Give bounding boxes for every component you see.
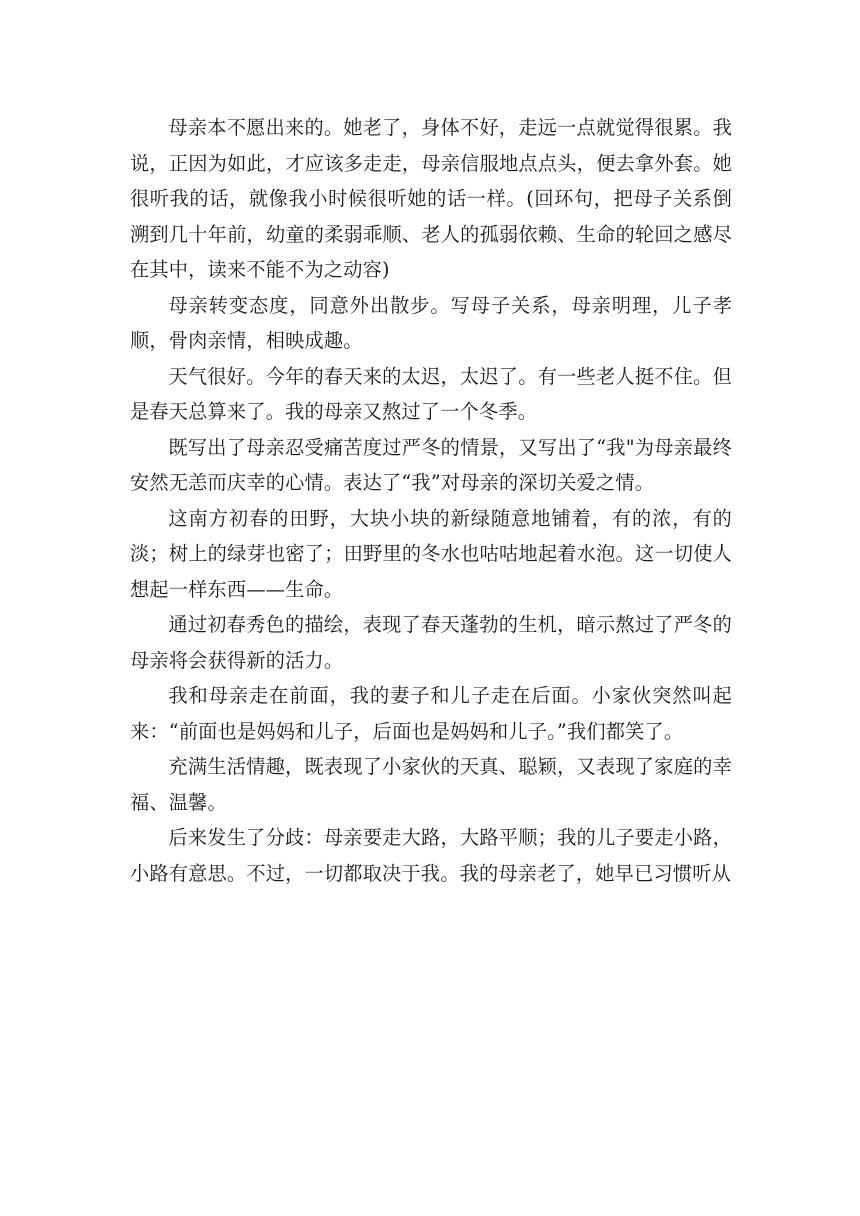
paragraph-mother-reluctant: 母亲本不愿出来的。她老了，身体不好，走远一点就觉得很累。我说，正因为如此，才应该多走走，母亲信服地点点头，便去拿外套。她很听我的话，就像我小时候很听她的话一样。(回环句，把母子关系倒溯到几十年前，幼童的柔弱乖顺、老人的孤弱依赖、生命的轮回之感尽在其中，读来不能不为之动容) [130,116,732,281]
paragraph-comment-spring: 通过初春秀色的描绘，表现了春天蓬勃的生机，暗示熬过了严冬的母亲将会获得新的活力。 [130,613,732,672]
paragraph-spring-fields: 这南方初春的田野，大块小块的新绿随意地铺着，有的浓，有的淡；树上的绿芽也密了；田野里的冬水也咕咕地起着水泡。这一切使人想起一样东西——生命。 [130,506,732,601]
paragraph-walking-order: 我和母亲走在前面，我的妻子和儿子走在后面。小家伙突然叫起来：“前面也是妈妈和儿子，后面也是妈妈和儿子。”我们都笑了。 [130,684,732,743]
paragraph-disagreement: 后来发生了分歧：母亲要走大路，大路平顺；我的儿子要走小路，小路有意思。不过，一切都取决于我。我的母亲老了，她早已习惯听从 [130,826,732,885]
document-body [130,110,732,891]
paragraph-weather: 天气很好。今年的春天来的太迟，太迟了。有一些老人挺不住。但是春天总算来了。我的母亲又熬过了一个冬季。 [130,364,732,423]
paragraph-comment-family: 充满生活情趣，既表现了小家伙的天真、聪颖，又表现了家庭的幸福、温馨。 [130,755,732,814]
paragraph-comment-winter: 既写出了母亲忍受痛苦度过严冬的情景，又写出了“我"为母亲最终安然无恙而庆幸的心情。表达了“我”对母亲的深切关爱之情。 [130,435,732,494]
paragraph-comment-attitude: 母亲转变态度，同意外出散步。写母子关系，母亲明理，儿子孝顺，骨肉亲情，相映成趣。 [130,293,732,352]
